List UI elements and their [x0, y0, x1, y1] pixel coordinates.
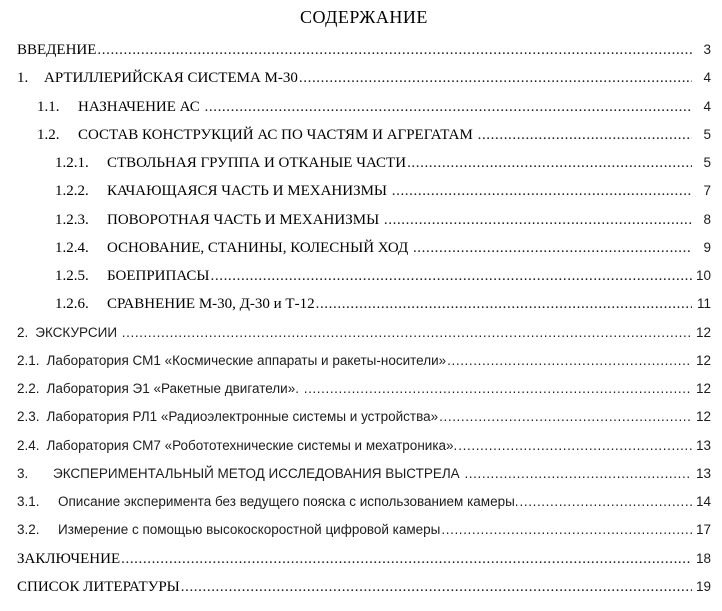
toc-entry-number: 3.2.: [17, 522, 40, 538]
toc-page-number: 12: [695, 352, 711, 368]
toc-leader-dots: [464, 460, 692, 488]
toc-leader-dots: [520, 488, 692, 516]
toc-entry-number: 1.2.: [37, 126, 60, 143]
toc-leader-dots: [181, 573, 692, 601]
toc-entry[interactable]: [17, 460, 711, 488]
toc-entry-label: ЗАКЛЮЧЕНИЕ: [17, 550, 121, 567]
toc-page-number: 13: [695, 465, 711, 481]
toc-entry-label: Лаборатория СМ7 «Робототехнические системы и мехатроника».: [46, 437, 458, 453]
toc-entry-label: ЭКСКУРСИИ: [35, 324, 121, 340]
toc-entry-label: Лаборатория РЛ1 «Радиоэлектронные системы и устройства»: [46, 409, 439, 425]
toc-entry[interactable]: [17, 375, 711, 403]
toc-entry[interactable]: [17, 488, 711, 516]
toc-entry-number: 1.2.3.: [55, 211, 89, 228]
toc-entry-label: СРАВНЕНИЕ М-30, Д-30 и Т-12: [107, 296, 315, 313]
toc-entry[interactable]: [17, 149, 711, 177]
toc-page-number: 5: [703, 155, 711, 170]
toc-leader-dots: [447, 347, 692, 375]
toc-leader-dots: [478, 121, 692, 149]
toc-entry-number: 1.2.5.: [55, 268, 89, 284]
toc-leader-dots: [392, 177, 692, 205]
toc-leader-dots: [121, 545, 692, 573]
toc-entry[interactable]: [17, 290, 711, 318]
toc-entry[interactable]: [17, 121, 711, 149]
toc-entry-number: 3.: [17, 465, 29, 481]
toc-entry-number: 1.: [17, 70, 29, 87]
toc-entry-number: 1.2.2.: [55, 183, 89, 200]
toc-leader-dots: [205, 93, 692, 121]
toc-entry-number: 2.1.: [17, 352, 40, 368]
toc-entry-label: Измерение с помощью высокоскоростной цифровой камеры: [58, 522, 441, 538]
toc-entry-label: ЭКСПЕРИМЕНТАЛЬНЫЙ МЕТОД ИССЛЕДОВАНИЯ ВЫСТРЕЛА: [53, 465, 464, 481]
toc-entry[interactable]: [17, 93, 711, 121]
toc-leader-dots: [458, 432, 692, 460]
toc-entry[interactable]: [17, 206, 711, 234]
toc-leader-dots: [122, 319, 692, 347]
toc-page-number: 4: [703, 98, 711, 114]
toc-entry-number: 1.2.6.: [55, 296, 89, 313]
toc-page-number: 10: [695, 268, 711, 283]
toc-entry-label: Лаборатория СМ1 «Космические аппараты и ракеты-носители»: [46, 352, 447, 368]
toc-page-number: 8: [703, 211, 711, 227]
toc-entry[interactable]: [17, 545, 711, 573]
toc-leader-dots: [439, 403, 692, 431]
toc-entry-label: ВВЕДЕНИЕ: [17, 42, 97, 58]
toc-leader-dots: [97, 36, 692, 64]
toc-entry[interactable]: [17, 36, 711, 64]
toc-entry[interactable]: [17, 319, 711, 347]
toc-leader-dots: [304, 375, 692, 403]
toc-page-number: 11: [696, 296, 711, 312]
toc-page-number: 9: [703, 239, 711, 255]
toc-entry[interactable]: [17, 516, 711, 544]
toc-leader-dots: [211, 262, 692, 290]
toc-leader-dots: [413, 234, 692, 262]
toc-entry-number: 1.2.1.: [55, 155, 89, 171]
toc-leader-dots: [384, 206, 692, 234]
toc-entry-label: Лаборатория Э1 «Ракетные двигатели».: [46, 381, 303, 396]
toc-page-number: 12: [695, 409, 711, 425]
toc-entry-number: 1.1.: [37, 98, 60, 115]
toc-title: СОДЕРЖАНИЕ: [300, 7, 428, 27]
toc-page-number: 14: [695, 494, 711, 509]
toc-leader-dots: [407, 149, 692, 177]
toc-entry[interactable]: [17, 432, 711, 460]
toc-entry-label: ОСНОВАНИЕ, СТАНИНЫ, КОЛЕСНЫЙ ХОД: [107, 239, 412, 256]
toc-entry-label: БОЕПРИПАСЫ: [107, 268, 210, 284]
toc-entry-number: 3.1.: [17, 494, 40, 509]
toc-page-number: 7: [703, 183, 711, 199]
toc-entry-number: 1.2.4.: [55, 239, 89, 256]
toc-entry[interactable]: [17, 347, 711, 375]
toc-page-number: 19: [695, 578, 711, 594]
toc-page-number: 5: [703, 126, 711, 142]
toc-entry-number: 2.2.: [17, 381, 40, 396]
toc-page-number: 12: [695, 381, 711, 396]
toc-entry[interactable]: [17, 234, 711, 262]
toc-entry-label: АРТИЛЛЕРИЙСКАЯ СИСТЕМА М-30: [44, 70, 298, 87]
toc-entry-number: 2.: [17, 324, 29, 340]
toc-leader-dots: [316, 290, 692, 318]
toc-page-number: 17: [695, 522, 711, 538]
toc-entry[interactable]: [17, 573, 711, 601]
toc-page-number: 13: [695, 437, 711, 453]
toc-leader-dots: [441, 516, 692, 544]
toc-entry-number: 2.4.: [17, 437, 40, 453]
toc-entry-label: СТВОЛЬНАЯ ГРУППА И ОТКАНЫЕ ЧАСТИ: [107, 155, 407, 171]
table-of-contents: [17, 36, 711, 601]
toc-page-number: 4: [703, 70, 711, 86]
toc-page-number: 12: [695, 324, 711, 340]
toc-entry[interactable]: [17, 64, 711, 92]
toc-leader-dots: [299, 64, 692, 92]
toc-entry-number: 2.3.: [17, 409, 40, 425]
toc-entry-label: СОСТАВ КОНСТРУКЦИЙ АС ПО ЧАСТЯМ И АГРЕГАТАМ: [78, 126, 477, 143]
toc-entry-label: НАЗНАЧЕНИЕ АС: [78, 98, 204, 115]
toc-entry-label: СПИСОК ЛИТЕРАТУРЫ: [17, 578, 180, 595]
toc-entry-label: ПОВОРОТНАЯ ЧАСТЬ И МЕХАНИЗМЫ: [107, 211, 383, 228]
toc-entry-label: КАЧАЮЩАЯСЯ ЧАСТЬ И МЕХАНИЗМЫ: [107, 183, 391, 200]
toc-entry[interactable]: [17, 262, 711, 290]
toc-page-number: 3: [703, 42, 711, 57]
toc-page-number: 18: [695, 550, 711, 566]
toc-entry-label: Описание эксперимента без ведущего пояска с использованием камеры.: [58, 494, 519, 509]
toc-entry[interactable]: [17, 177, 711, 205]
toc-entry[interactable]: [17, 403, 711, 431]
